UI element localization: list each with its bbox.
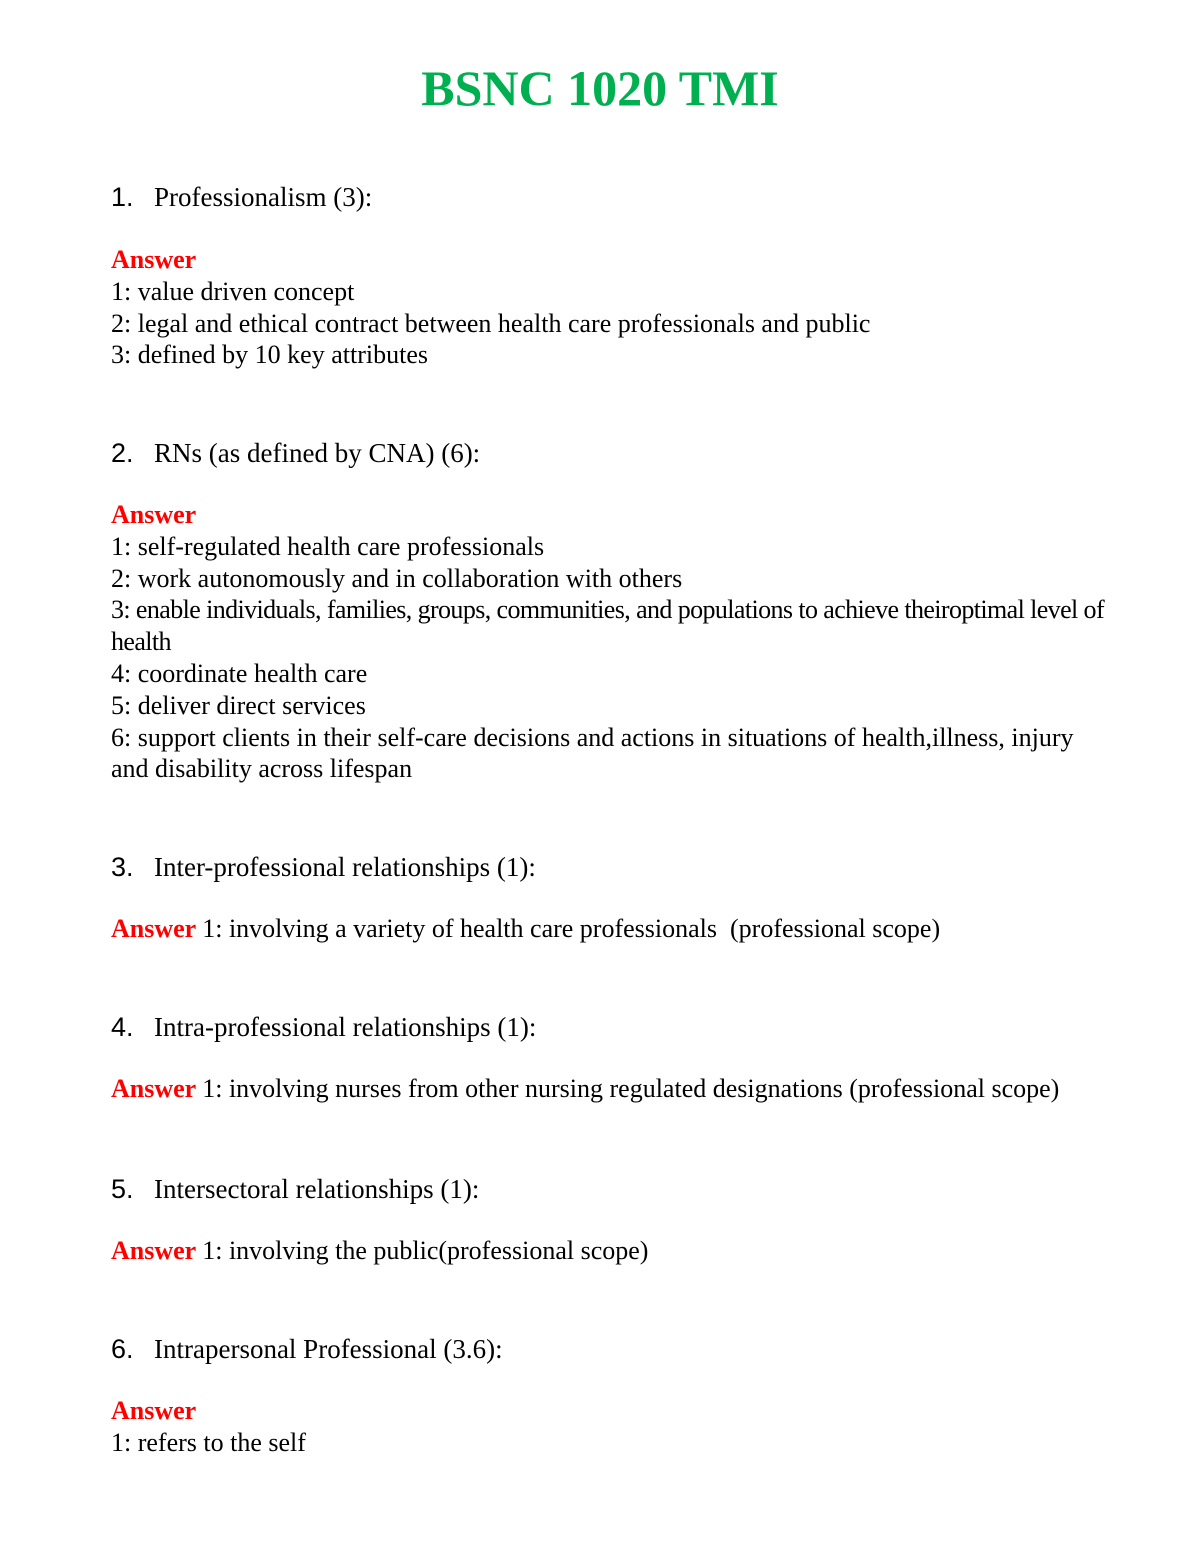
question-2 (111, 437, 480, 469)
question-number: 4. (111, 1012, 134, 1042)
question-number: 3. (111, 852, 134, 882)
question-prompt: RNs (as defined by CNA) (6): (154, 438, 481, 468)
answer-line: 1: involving a variety of health care professionals (professional scope) (202, 914, 941, 943)
answer-label: Answer (111, 1074, 197, 1103)
question-number: 5. (111, 1174, 134, 1204)
question-4 (111, 1011, 536, 1043)
answer-label: Answer (111, 500, 197, 529)
answer-label: Answer (111, 245, 197, 274)
question-number: 6. (111, 1334, 134, 1364)
answer-block-5 (111, 1235, 1111, 1267)
answer-label: Answer (111, 1396, 197, 1425)
answer-line: 6: support clients in their self-care decisions and actions in situations of health,illness, injury and disability across lifespan (111, 722, 1074, 784)
answer-line: 1: value driven concept (111, 276, 355, 306)
question-1 (111, 181, 372, 213)
question-6 (111, 1333, 503, 1365)
answer-line: 4: coordinate health care (111, 658, 368, 688)
answer-line: 2: legal and ethical contract between health care professionals and public (111, 308, 871, 338)
answer-line: 2: work autonomously and in collaboration with others (111, 563, 683, 593)
question-prompt: Intra-professional relationships (1): (154, 1012, 537, 1042)
answer-line: 1: refers to the self (111, 1427, 306, 1457)
answer-line: 1: involving the public(professional scope) (202, 1236, 649, 1265)
answer-block-3 (111, 913, 1111, 945)
document-title: BSNC 1020 TMI (421, 60, 779, 116)
answer-block-4 (111, 1073, 1171, 1105)
answer-block-2 (111, 499, 1111, 785)
answer-line: 1: involving nurses from other nursing regulated designations (professional scope) (202, 1074, 1060, 1103)
answer-line: 1: self-regulated health care professionals (111, 531, 545, 561)
answer-block-1 (111, 244, 1111, 371)
question-prompt: Professionalism (3): (154, 182, 373, 212)
answer-line: 3: enable individuals, families, groups, communities, and populations to achieve theiroptimal level of health (111, 595, 1105, 657)
question-5 (111, 1173, 479, 1205)
question-prompt: Intersectoral relationships (1): (154, 1174, 480, 1204)
answer-label: Answer (111, 1236, 197, 1265)
answer-label: Answer (111, 914, 197, 943)
answer-line: 3: defined by 10 key attributes (111, 340, 428, 370)
answer-line: 5: deliver direct services (111, 690, 366, 720)
answer-block-6 (111, 1395, 1111, 1459)
question-prompt: Intrapersonal Professional (3.6): (154, 1334, 503, 1364)
question-prompt: Inter-professional relationships (1): (154, 852, 536, 882)
question-number: 1. (111, 182, 134, 212)
question-3 (111, 851, 536, 883)
question-number: 2. (111, 438, 134, 468)
